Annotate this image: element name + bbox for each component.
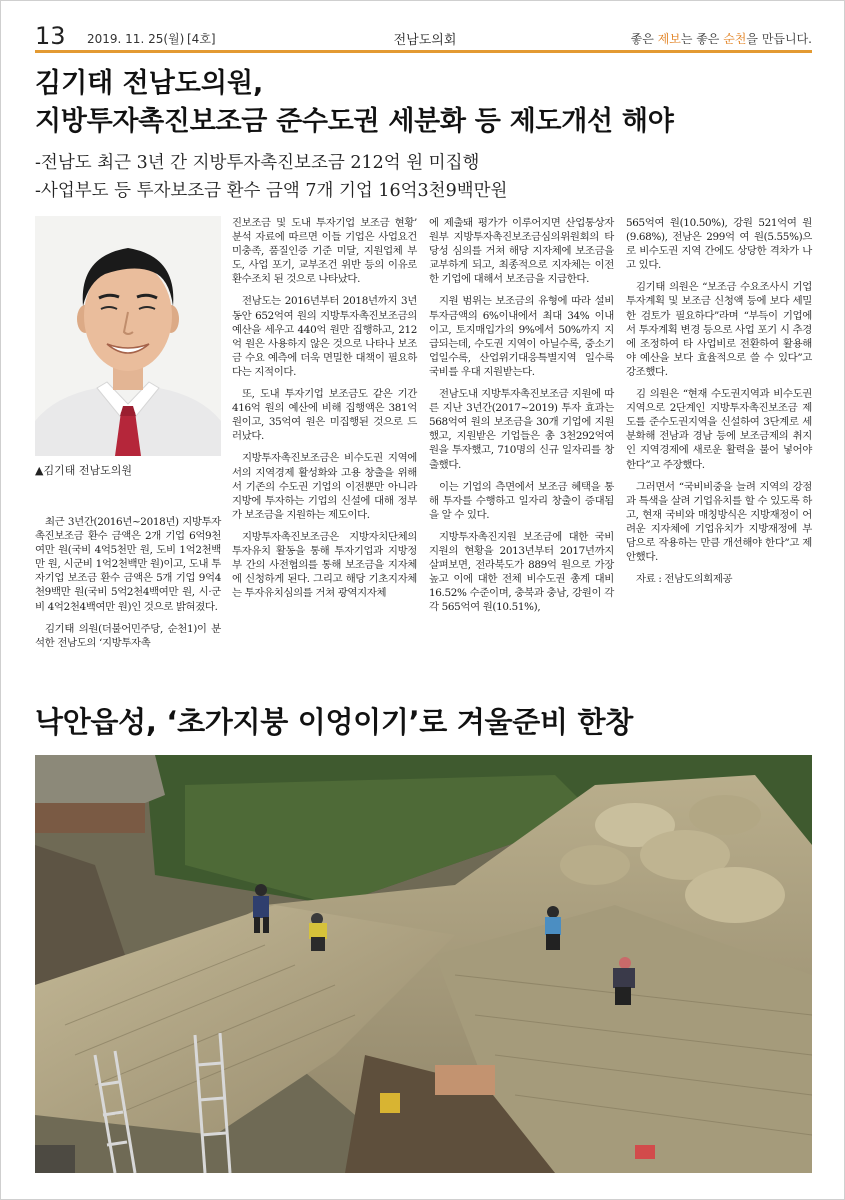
paragraph: 자료 : 전남도의회제공: [636, 573, 733, 586]
paragraph: 565억여 원(10.50%), 강원 521억여 원(9.68%), 전남은 299억 여 원(5.55%)으로 비수도권 지역 간에도 상당한 격차가 나고 있다.: [626, 217, 812, 272]
article-subhead: -전남도 최근 3년 간 지방투자촉진보조금 212억 원 미집행: [35, 153, 480, 173]
slogan-part: 는 좋은: [680, 32, 724, 46]
page-number: 13: [35, 22, 66, 50]
article-column-1: [35, 515, 221, 658]
roof-illustration: [35, 755, 812, 1173]
paragraph: 지원 범위는 보조금의 유형에 따라 설비투자금액의 6%이내에서 최대 34% 이내이고, 토지매입가의 9%에서 50%까지 지급되는데, 수도권 지역이 아닐수록, 중소기업일수록, 산업위기대응특별지역 일수록 국비를 우대 지원받는다.: [429, 295, 614, 378]
slogan-part: 을 만듭니다.: [746, 32, 812, 46]
paragraph: 전남도는 2016년부터 2018년까지 3년 동안 652억여 원의 지방투자촉진보조금의 예산을 세우고 440억 원만 집행하고, 212억 원은 사용하지 않은 것으로 나타나 보조금 수요 예측에 더욱 면밀한 대책이 필요하다는 지적이다.: [232, 295, 417, 378]
paragraph: 최근 3년간(2016년~2018년) 지방투자촉진보조금 환수 금액은 2개 기업 6억9천여만 원(국비 4억5천만 원, 도비 1억2천백만 원, 시군비 1억2천백만 원)이고, 도내 투자기업 보조금 환수 금액은 5개 기업 9억4천9백만 원(국비 5억2천4백여만 원, 시·군비 4억2천4백여만 원)인 것으로 밝혀졌다.: [35, 516, 221, 613]
issue-number: [4호]: [187, 32, 216, 46]
slogan-highlight: 순천: [723, 32, 747, 46]
header-rule: [35, 50, 812, 53]
article-headline: 지방투자촉진보조금 준수도권 세분화 등 제도개선 해야: [35, 106, 674, 137]
paragraph: 전남도내 지방투자촉진보조금 지원에 따른 지난 3년간(2017~2019) 투자 효과는 568억여 원의 보조금을 30개 기업에 지원했고, 지원받은 기업들은 총 3천292억여 원을 투자했고, 710명의 신규 일자리를 창출했다.: [429, 388, 614, 471]
slogan-highlight: 제보: [657, 32, 681, 46]
paragraph: 그러면서 “국비비중을 늘려 지역의 강점과 특색을 살려 기업유치를 할 수 있도록 하고, 현재 국비와 매칭방식은 지방재정이 어려운 지자체에 기업유치가 지방재정에 부담으로 작용하는 만큼 개선해야 한다”고 제안했다.: [626, 480, 812, 564]
publication-name: 전남도의회: [393, 33, 457, 48]
issue-date: 2019. 11. 25(월): [87, 32, 185, 46]
article-2-headline: 낙안읍성, ‘초가지붕 이엉이기’로 겨울준비 한창: [35, 705, 633, 739]
portrait-illustration: [35, 216, 221, 456]
paragraph: 김기태 의원은 “보조금 수요조사시 기업 투자계획 및 보조금 신청액 등에 보다 세밀한 검토가 필요하다”라며 “부득이 기업에서 투자계획 변경 등으로 사업 포기 시 추경에 조정하여 타 사업비로 전환하여 활용해야 예산을 보다 효율적으로 쓸 수 있다”고 강조했다.: [626, 281, 812, 378]
paragraph: 김 의원은 “현재 수도권지역과 비수도권지역으로 2단계인 지방투자촉진보조금 제도를 준수도권지역을 신설하여 3단계로 세분화해 전남과 경남 등에 보조금제의 취지인 지역경제에 새로운 활력을 불어 넣어야 한다”고 주장했다.: [626, 388, 812, 471]
paragraph: 에 제출돼 평가가 이루어지면 산업통상자원부 지방투자촉진보조금심의위원회의 타당성 심의를 거쳐 해당 지자체에 보조금을 교부하게 되고, 최종적으로 지자체는 이전한 기업에 대해서 보조금을 지급한다.: [429, 217, 614, 286]
photo-caption: ▲김기태 전남도의원: [35, 464, 132, 477]
article-column-4: [626, 216, 812, 594]
paragraph: 지방투자촉진보조금은 지방자치단체의 투자유치 활동을 통해 투자기업과 지방정부 간의 사전협의를 통해 보조금을 지자체에 신청하게 된다. 그리고 해당 기초지자체는 투자유치심의를 거쳐 광역지자체: [232, 530, 417, 600]
councilor-portrait: [35, 216, 221, 456]
paragraph: 이는 기업의 측면에서 보조금 혜택을 통해 투자를 수행하고 일자리 창출이 증대됨을 알 수 있다.: [429, 480, 614, 521]
paragraph: 김기태 의원(더불어민주당, 순천1)이 분석한 전남도의 ‘지방투자촉: [35, 622, 221, 649]
paragraph: 진보조금 및 도내 투자기업 보조금 현황’ 분석 자료에 따르면 이들 기업은 사업요건 미충족, 품질인증 기준 미달, 지원업체 부도, 사업 포기, 교부조건 위반 등의 이유로 환수조치 된 것으로 나타났다.: [232, 217, 417, 286]
article-column-3: [429, 216, 614, 622]
paragraph: 지방투자촉진보조금은 비수도권 지역에서의 지역경제 활성화와 고용 창출을 위해서 기존의 수도권 기업의 이전뿐만 아니라 지방에 투자하는 기업의 신설에 대해 정부가 보조금을 지원하는 제도이다.: [232, 452, 417, 521]
slogan-part: 좋은: [630, 32, 658, 46]
article-column-2: [232, 216, 417, 608]
paragraph: 또, 도내 투자기업 보조금도 같은 기간 416억 원의 예산에 비해 집행액은 381억 원이고, 35억여 원은 미집행된 것으로 드러났다.: [232, 388, 417, 443]
paragraph: 지방투자촉진지원 보조금에 대한 국비 지원의 현황을 2013년부터 2017년까지 살펴보면, 전라북도가 889억 원으로 가장 높고 이에 대한 전체 비수도권 총계 대비 16.52% 수준이며, 충북과 충남, 강원이 각각 565억여 원(10.51%),: [429, 530, 614, 614]
page-header: [35, 21, 812, 51]
thatched-roof-photo: [35, 755, 812, 1173]
article-subhead: -사업부도 등 투자보조금 환수 금액 7개 기업 16억3천9백만원: [35, 181, 508, 201]
article-kicker: 김기태 전남도의원,: [35, 68, 264, 99]
slogan: [631, 30, 812, 47]
